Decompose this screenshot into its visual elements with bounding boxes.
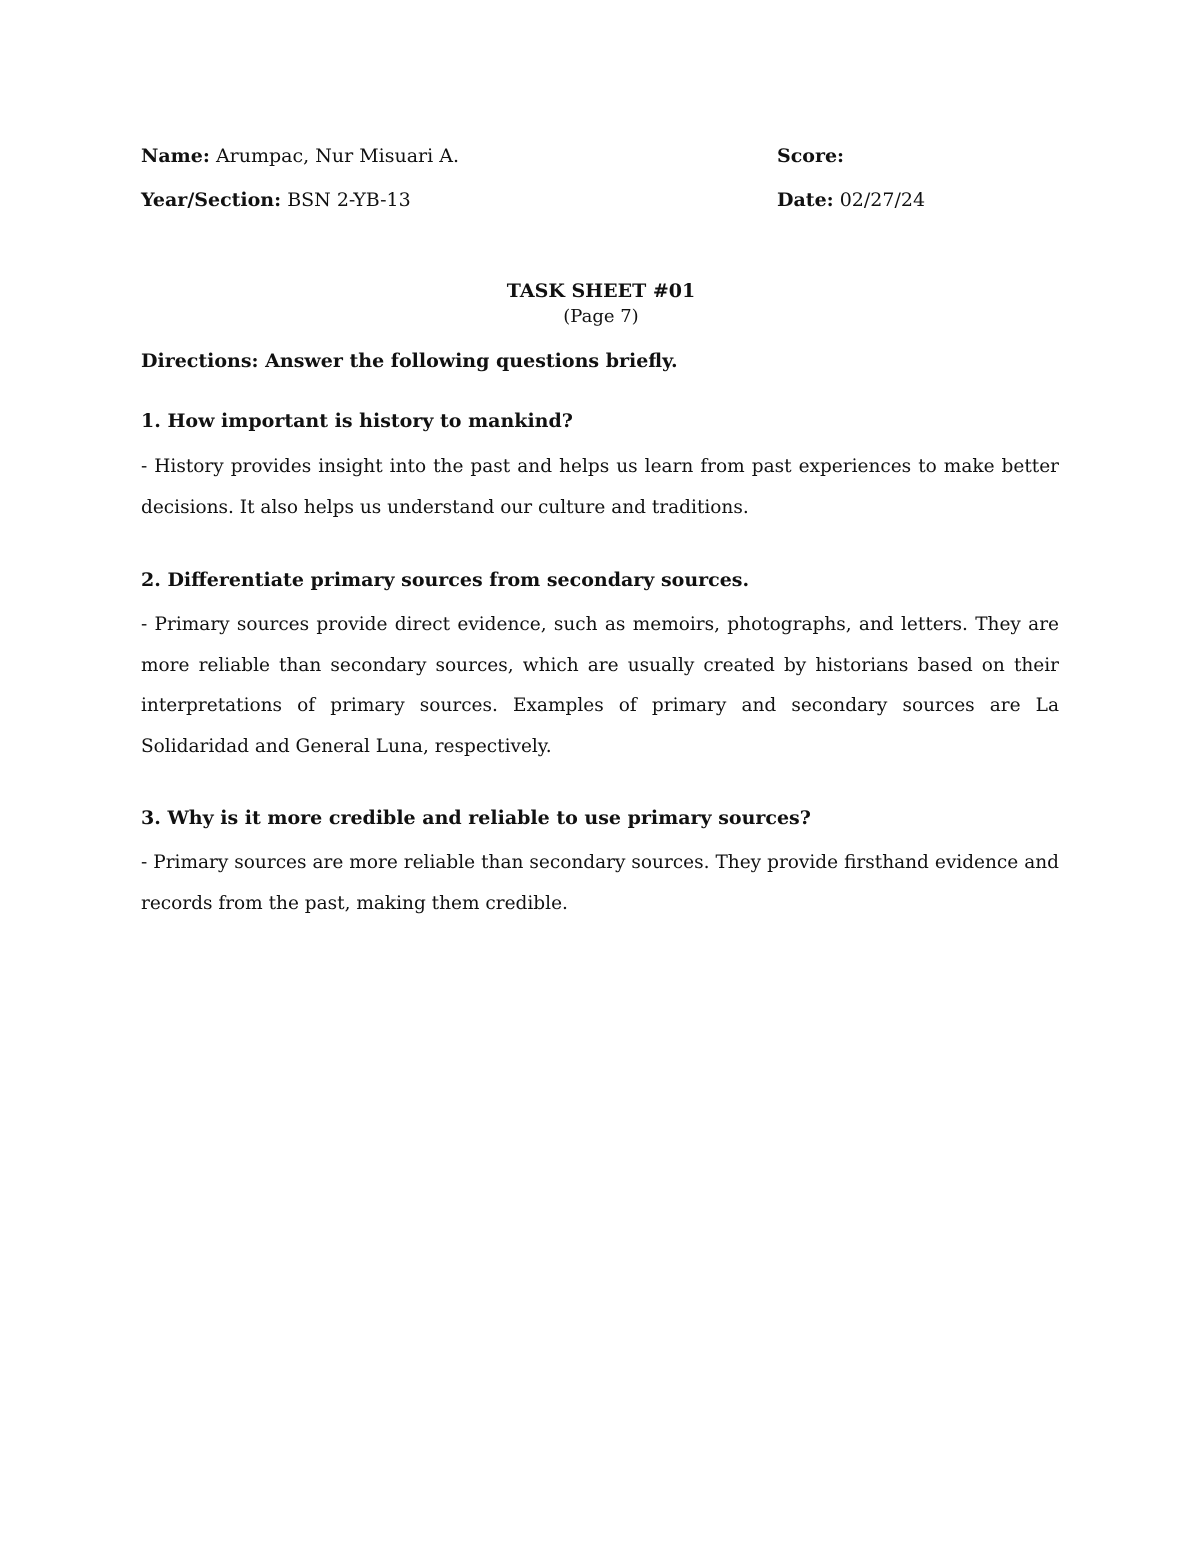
date-value: 02/27/24	[839, 189, 926, 211]
date-label: Date:	[777, 189, 834, 211]
name-field	[141, 143, 459, 169]
question-2: 2. Differentiate primary sources from secondary sources.	[141, 569, 750, 591]
directions: Directions: Answer the following questions briefly.	[141, 350, 678, 372]
section-label: Year/Section:	[141, 189, 282, 211]
score-label: Score:	[777, 145, 845, 167]
question-1: 1. How important is history to mankind?	[141, 410, 573, 432]
question-3: 3. Why is it more credible and reliable to use primary sources?	[141, 807, 811, 829]
score-field	[777, 143, 844, 169]
name-label: Name:	[141, 145, 210, 167]
section-field	[141, 187, 411, 213]
page-title: TASK SHEET #01	[506, 280, 696, 302]
answer-3: - Primary sources are more reliable than secondary sources. They provide firsthand evidence and records from the past, making them credible.	[141, 852, 1059, 914]
page-subtitle: (Page 7)	[563, 306, 639, 327]
name-value: Arumpac, Nur Misuari A.	[215, 145, 459, 167]
answer-1: - History provides insight into the past and helps us learn from past experiences to make better decisions. It also helps us understand our culture and traditions.	[141, 456, 1059, 518]
answer-2: - Primary sources provide direct evidence, such as memoirs, photographs, and letters. They are more reliable than secondary sources, which are usually created by historians based on their interpretations of primary sources. Examples of primary and secondary sources are La Solidaridad and General Luna, respectively.	[141, 614, 1059, 757]
section-value: BSN 2-YB-13	[287, 189, 411, 211]
date-field	[777, 187, 925, 213]
